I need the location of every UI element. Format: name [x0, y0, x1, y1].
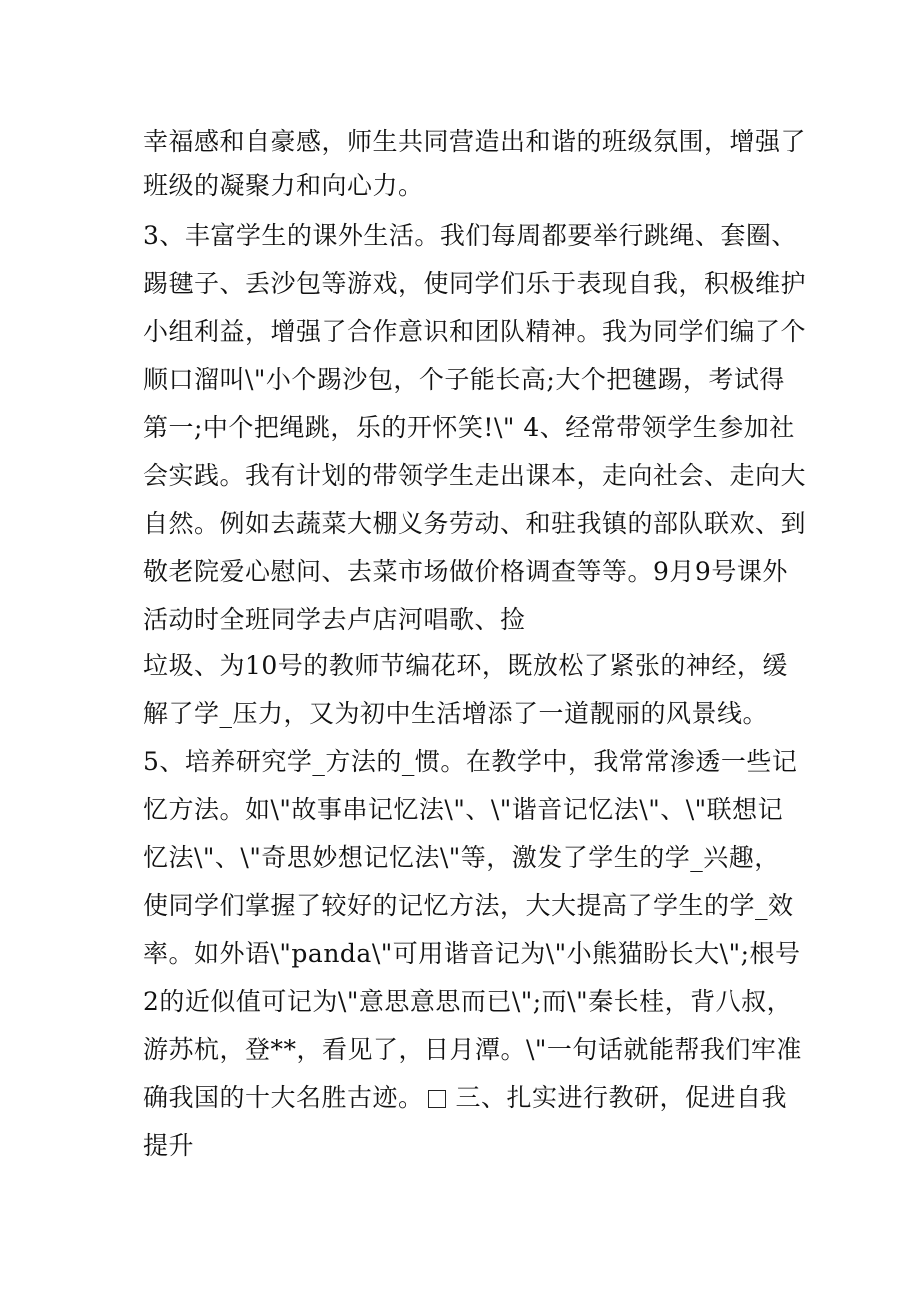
- text-line-with-box: [143, 1078, 803, 1118]
- text-line: 游苏杭，登**，看见了，日月潭。\"一句话就能帮我们牢准: [143, 1035, 802, 1064]
- text-line: 忆方法。如\"故事串记忆法\"、\"谐音记忆法\"、\"联想记: [143, 795, 784, 824]
- empty-box-icon: [428, 1090, 446, 1108]
- text-line: 3、丰富学生的课外生活。我们每周都要举行跳绳、套圈、: [143, 221, 797, 250]
- text-line: 幸福感和自豪感，师生共同营造出和谐的班级氛围，增强了: [143, 127, 807, 156]
- text-line: 解了学_压力，又为初中生活增添了一道靓丽的风景线。: [143, 699, 769, 728]
- text-line: 班级的凝聚力和向心力。: [143, 171, 424, 200]
- text-line: 率。如外语\"panda\"可用谐音记为\"小熊猫盼长大\";根号: [143, 939, 801, 968]
- text-line: 顺口溜叫\"小个踢沙包，个子能长高;大个把毽踢，考试得: [143, 365, 785, 394]
- text-line: 敬老院爱心慰问、去菜市场做价格调查等等。9月9号课外: [143, 557, 788, 586]
- text-line: 第一;中个把绳跳，乐的开怀笑!\" 4、经常带领学生参加社: [143, 413, 795, 442]
- text-line: 2的近似值可记为\"意思意思而已\";而\"秦长桂，背八叔，: [143, 987, 793, 1016]
- text-line: 小组利益，增强了合作意识和团队精神。我为同学们编了个: [143, 317, 807, 346]
- text-line: 5、培养研究学_方法的_惯。在教学中，我常常渗透一些记: [143, 747, 798, 776]
- text-segment: 三、扎实进行教研，促进自我: [455, 1083, 788, 1112]
- text-line: 垃圾、为10号的教师节编花环，既放松了紧张的神经，缓: [143, 651, 788, 680]
- text-line: 踢毽子、丢沙包等游戏，使同学们乐于表现自我，积极维护: [143, 269, 807, 298]
- text-segment: 确我国的十大名胜古迹。: [143, 1083, 424, 1112]
- text-line: 提升: [143, 1131, 195, 1160]
- text-line: 忆法\"、\"奇思妙想记忆法\"等，激发了学生的学_兴趣，: [143, 843, 780, 872]
- text-line: 会实践。我有计划的带领学生走出课本，走向社会、走向大: [143, 461, 807, 490]
- text-line: 使同学们掌握了较好的记忆方法，大大提高了学生的学_效: [143, 891, 794, 920]
- text-line: 活动时全班同学去卢店河唱歌、捡: [143, 605, 526, 634]
- text-line: 自然。例如去蔬菜大棚义务劳动、和驻我镇的部队联欢、到: [143, 509, 807, 538]
